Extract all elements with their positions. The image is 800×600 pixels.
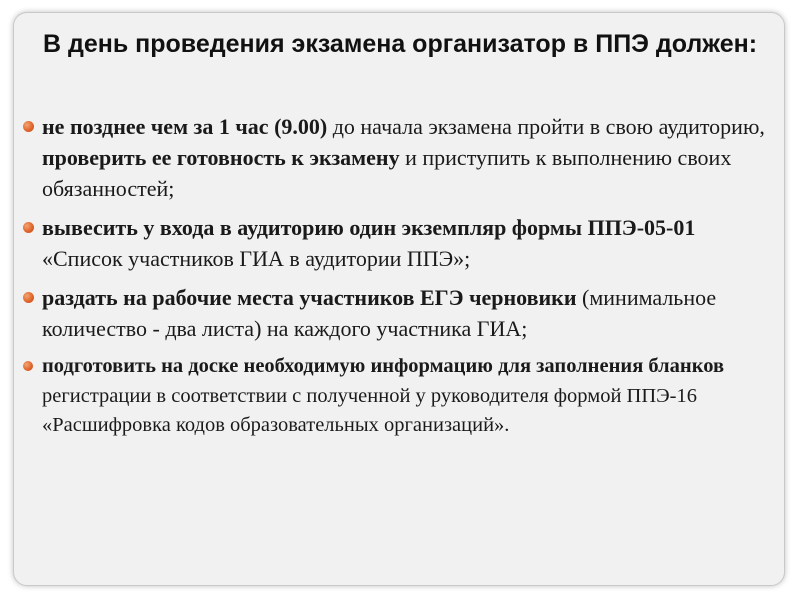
item-bold-text: не позднее чем за 1 час (9.00) bbox=[42, 114, 328, 139]
item-bold-text: вывесить у входа в аудиторию один экземпляр формы ППЭ-05-01 bbox=[42, 215, 696, 240]
orange-bullet-icon bbox=[23, 121, 34, 132]
orange-bullet-icon bbox=[23, 222, 34, 233]
item-bold-text: проверить ее готовность к экзамену bbox=[42, 145, 400, 170]
orange-bullet-icon bbox=[23, 292, 34, 303]
item-text: и приступить к выполнению своих обязанностей; bbox=[42, 145, 732, 201]
slide bbox=[13, 12, 785, 586]
list-item bbox=[14, 282, 786, 344]
list-item bbox=[14, 111, 786, 204]
orange-bullet-icon bbox=[23, 361, 33, 371]
slide-title: В день проведения экзамена организатор в ППЭ должен: bbox=[42, 30, 758, 58]
item-text: (минимальное количество - два листа) на каждого участника ГИА; bbox=[42, 285, 717, 341]
list-item bbox=[14, 212, 786, 274]
item-bold-text: раздать на рабочие места участников ЕГЭ черновики bbox=[42, 285, 577, 310]
item-text: «Список участников ГИА в аудитории ППЭ»; bbox=[42, 246, 471, 271]
item-text: до начала экзамена пройти в свою аудиторию, bbox=[327, 114, 765, 139]
item-text: регистрации в соответствии с полученной у руководителя формой ППЭ-16 «Расшифровка кодов образовательных организаций». bbox=[42, 384, 698, 436]
duty-list bbox=[14, 111, 786, 449]
list-item bbox=[14, 352, 786, 441]
item-bold-text: подготовить на доске необходимую информацию для заполнения бланков bbox=[42, 355, 725, 377]
